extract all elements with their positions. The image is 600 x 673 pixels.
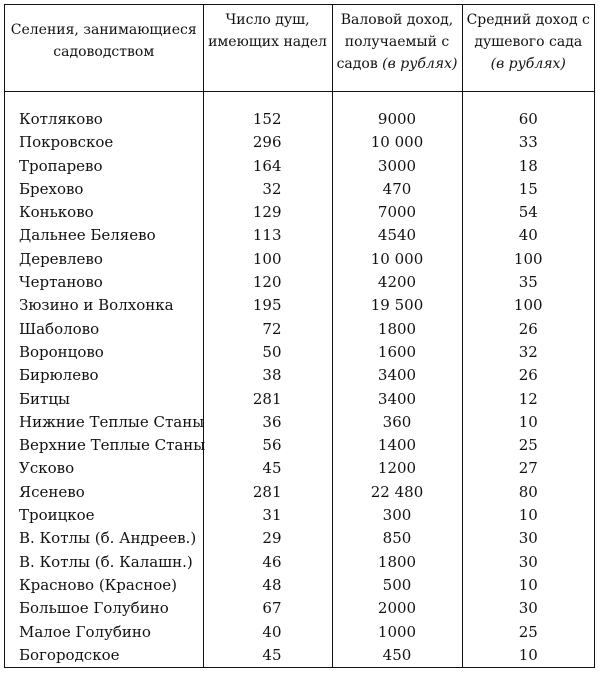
average-income-cell: 30 [462,527,594,550]
table-row [5,457,594,480]
village-cell: Нижние Теплые Станы [19,412,205,431]
village-cell: Битцы [19,389,70,408]
gardening-villages-table [5,5,594,667]
average-income-cell: 60 [462,108,594,131]
souls-cell: 48 [203,574,332,597]
village-cell: Котляково [19,110,103,128]
village-cell: Богородское [19,645,120,664]
gross-income-cell: 1200 [332,457,462,480]
gross-income-cell: 19 500 [332,294,462,317]
table-row [5,364,594,387]
table-row [5,178,594,201]
average-income-cell: 12 [462,388,594,411]
table-row [5,341,594,364]
gross-income-cell: 3000 [332,155,462,178]
average-income-cell: 30 [462,597,594,620]
table-row [5,318,594,341]
souls-cell: 56 [203,434,332,457]
average-income-cell: 27 [462,457,594,480]
souls-cell: 50 [203,341,332,364]
table-row [5,504,594,527]
data-table-frame [4,4,595,668]
souls-cell: 113 [203,224,332,247]
table-row [5,155,594,178]
gross-income-cell: 1000 [332,621,462,644]
village-cell: Усково [19,459,75,478]
header-villages: Селения, занимающиеся садоводством [5,5,203,92]
gross-income-cell: 1600 [332,341,462,364]
table-row [5,131,594,154]
souls-cell: 46 [203,551,332,574]
table-row [5,597,594,620]
gross-income-cell: 22 480 [332,481,462,504]
table-row [5,621,594,644]
village-cell: Деревлево [19,249,103,268]
village-cell: Зюзино и Волхонка [19,296,174,315]
average-income-cell: 54 [462,201,594,224]
average-income-cell: 80 [462,481,594,504]
souls-cell: 38 [203,364,332,387]
table-body [5,92,594,668]
header-average-income [462,5,594,92]
header-average-income-unit: (в рублях) [490,56,566,72]
gross-income-cell: 3400 [332,388,462,411]
gross-income-cell: 850 [332,527,462,550]
souls-cell: 281 [203,481,332,504]
table-row [5,551,594,574]
header-souls: Число душ, имеющих надел [203,5,332,92]
gross-income-cell: 7000 [332,201,462,224]
souls-cell: 120 [203,271,332,294]
village-cell: Большое Голубино [19,599,169,618]
average-income-cell: 100 [462,248,594,271]
average-income-cell: 40 [462,224,594,247]
average-income-cell: 18 [462,155,594,178]
header-average-income-text: Средний доход с душевого сада [466,12,590,50]
village-cell: Шаболово [19,319,100,338]
souls-cell: 45 [203,457,332,480]
souls-cell: 164 [203,155,332,178]
village-cell: Тропарево [19,156,103,175]
gross-income-cell: 9000 [332,108,462,131]
average-income-cell: 33 [462,131,594,154]
average-income-cell: 32 [462,341,594,364]
village-cell: Чертаново [19,273,103,292]
souls-cell: 72 [203,318,332,341]
village-cell: Дальнее Беляево [19,226,156,245]
header-gross-income-unit: (в рублях) [382,56,458,72]
souls-cell: 195 [203,294,332,317]
souls-cell: 67 [203,597,332,620]
village-cell: В. Котлы (б. Калашн.) [19,552,193,571]
gross-income-cell: 3400 [332,364,462,387]
table-row [5,271,594,294]
souls-cell: 32 [203,178,332,201]
average-income-cell: 25 [462,434,594,457]
average-income-cell: 35 [462,271,594,294]
gross-income-cell: 10 000 [332,248,462,271]
gross-income-cell: 10 000 [332,131,462,154]
average-income-cell: 26 [462,364,594,387]
average-income-cell: 10 [462,504,594,527]
table-row [5,224,594,247]
average-income-cell: 25 [462,621,594,644]
village-cell: Брехово [19,179,84,198]
average-income-cell: 15 [462,178,594,201]
gross-income-cell: 1400 [332,434,462,457]
table-row [5,201,594,224]
village-cell: Коньково [19,203,94,222]
gross-income-cell: 1800 [332,551,462,574]
souls-cell: 29 [203,527,332,550]
header-gross-income-text: Валовой доход, получаемый с садов [336,12,454,72]
table-row [5,527,594,550]
table-spacer-row [5,92,594,109]
souls-cell: 281 [203,388,332,411]
table-row [5,388,594,411]
table-row [5,248,594,271]
souls-cell: 36 [203,411,332,434]
souls-cell: 152 [203,108,332,131]
souls-cell: 45 [203,644,332,667]
table-row [5,574,594,597]
table-row [5,411,594,434]
souls-cell: 40 [203,621,332,644]
gross-income-cell: 4200 [332,271,462,294]
gross-income-cell: 1800 [332,318,462,341]
village-cell: Троицкое [19,506,95,525]
header-gross-income [332,5,462,92]
souls-cell: 129 [203,201,332,224]
average-income-cell: 10 [462,574,594,597]
gross-income-cell: 450 [332,644,462,667]
village-cell: Покровское [19,133,114,152]
gross-income-cell: 4540 [332,224,462,247]
table-row [5,294,594,317]
average-income-cell: 100 [462,294,594,317]
table-row [5,481,594,504]
average-income-cell: 30 [462,551,594,574]
gross-income-cell: 470 [332,178,462,201]
table-row [5,108,594,131]
village-cell: Верхние Теплые Станы [19,436,206,455]
table-header-row [5,5,594,92]
average-income-cell: 10 [462,411,594,434]
table-row [5,644,594,667]
average-income-cell: 10 [462,644,594,667]
average-income-cell: 26 [462,318,594,341]
gross-income-cell: 360 [332,411,462,434]
village-cell: Малое Голубино [19,622,151,641]
village-cell: В. Котлы (б. Андреев.) [19,529,197,548]
village-cell: Ясенево [19,482,85,501]
souls-cell: 100 [203,248,332,271]
gross-income-cell: 500 [332,574,462,597]
gross-income-cell: 300 [332,504,462,527]
village-cell: Бирюлево [19,366,99,385]
gross-income-cell: 2000 [332,597,462,620]
souls-cell: 296 [203,131,332,154]
village-cell: Воронцово [19,342,104,361]
table-row [5,434,594,457]
souls-cell: 31 [203,504,332,527]
village-cell: Красново (Красное) [19,575,177,594]
